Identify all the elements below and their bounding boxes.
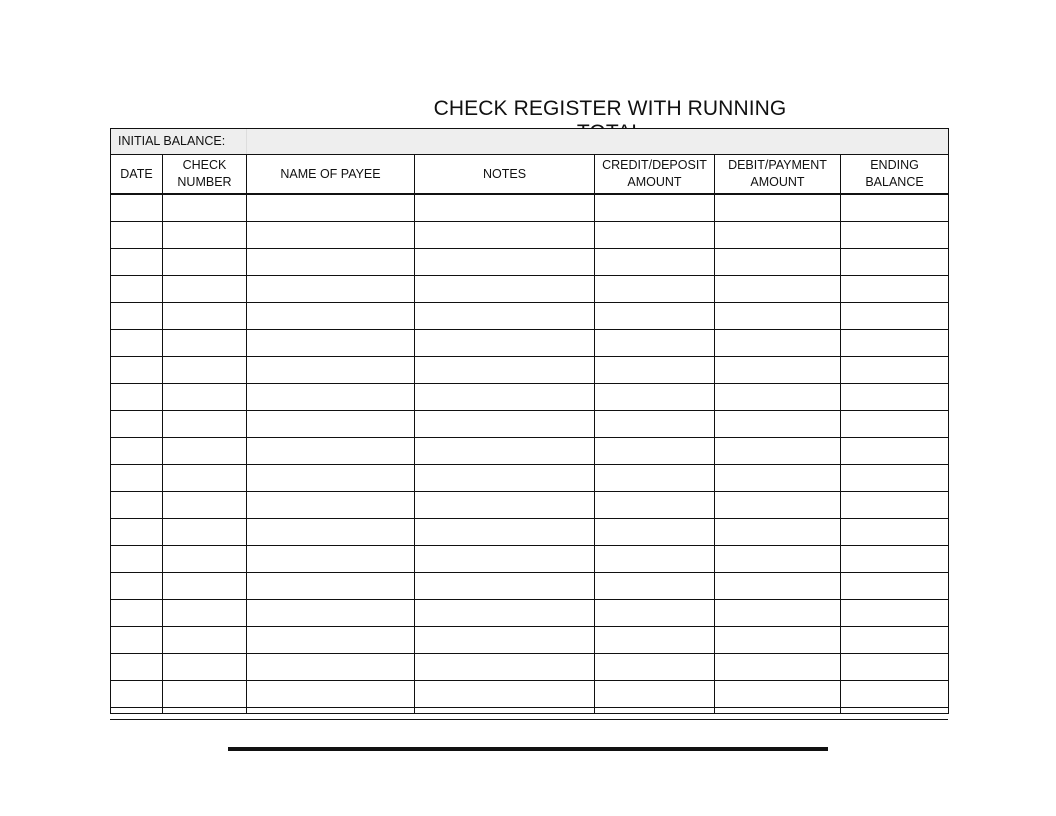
check-number-cell[interactable] [163,519,247,546]
initial-balance-row [111,129,949,155]
row-divider [110,719,948,720]
debit-cell[interactable] [715,600,841,627]
check-number-cell[interactable] [163,276,247,303]
date-cell[interactable] [111,194,163,222]
date-cell[interactable] [111,492,163,519]
date-cell[interactable] [111,411,163,438]
check-number-cell[interactable] [163,249,247,276]
debit-cell[interactable] [715,330,841,357]
notes-cell[interactable] [415,194,595,222]
check-number-cell[interactable] [163,411,247,438]
balance-cell[interactable] [841,627,949,654]
date-cell[interactable] [111,681,163,708]
payee-cell[interactable] [247,411,415,438]
debit-cell[interactable] [715,357,841,384]
check-number-cell[interactable] [163,194,247,222]
notes-cell[interactable] [415,681,595,708]
header-date: DATE [111,155,163,195]
balance-cell[interactable] [841,654,949,681]
payee-cell[interactable] [247,573,415,600]
balance-cell[interactable] [841,465,949,492]
payee-cell[interactable] [247,654,415,681]
notes-cell[interactable] [415,465,595,492]
header-ending-balance: ENDING BALANCE [841,155,949,195]
credit-cell[interactable] [595,438,715,465]
header-name-of-payee: NAME OF PAYEE [247,155,415,195]
payee-cell[interactable] [247,330,415,357]
table-row [111,303,949,330]
credit-cell[interactable] [595,357,715,384]
tail-cell [595,708,715,714]
credit-cell[interactable] [595,384,715,411]
payee-cell[interactable] [247,276,415,303]
notes-cell[interactable] [415,357,595,384]
tail-cell [841,708,949,714]
initial-balance-label: INITIAL BALANCE: [111,129,247,155]
tail-cell [163,708,247,714]
payee-cell[interactable] [247,357,415,384]
debit-cell[interactable] [715,573,841,600]
tail-cell [715,708,841,714]
header-check-number: CHECK NUMBER [163,155,247,195]
column-header-row [111,155,949,195]
bottom-rule [228,747,828,751]
date-cell[interactable] [111,465,163,492]
check-number-cell[interactable] [163,573,247,600]
table-row [111,492,949,519]
date-cell[interactable] [111,546,163,573]
balance-cell[interactable] [841,681,949,708]
check-number-cell[interactable] [163,357,247,384]
balance-cell[interactable] [841,222,949,249]
credit-cell[interactable] [595,303,715,330]
table-row [111,384,949,411]
table-row [111,627,949,654]
initial-balance-value[interactable] [247,129,949,155]
page-title: CHECK REGISTER WITH RUNNING [433,97,787,120]
balance-cell[interactable] [841,600,949,627]
credit-cell[interactable] [595,411,715,438]
debit-cell[interactable] [715,438,841,465]
check-number-cell[interactable] [163,303,247,330]
notes-cell[interactable] [415,276,595,303]
check-number-cell[interactable] [163,546,247,573]
check-number-cell[interactable] [163,330,247,357]
table-row [111,465,949,492]
payee-cell[interactable] [247,249,415,276]
credit-cell[interactable] [595,330,715,357]
date-cell[interactable] [111,330,163,357]
payee-cell[interactable] [247,465,415,492]
payee-cell[interactable] [247,627,415,654]
date-cell[interactable] [111,276,163,303]
notes-cell[interactable] [415,384,595,411]
date-cell[interactable] [111,654,163,681]
debit-cell[interactable] [715,627,841,654]
balance-cell[interactable] [841,276,949,303]
debit-cell[interactable] [715,194,841,222]
balance-cell[interactable] [841,330,949,357]
check-number-cell[interactable] [163,600,247,627]
debit-cell[interactable] [715,384,841,411]
table-row [111,546,949,573]
payee-cell[interactable] [247,222,415,249]
date-cell[interactable] [111,438,163,465]
date-cell[interactable] [111,519,163,546]
balance-cell[interactable] [841,492,949,519]
tail-cell [111,708,163,714]
notes-cell[interactable] [415,492,595,519]
tail-cell [415,708,595,714]
credit-cell[interactable] [595,681,715,708]
check-number-cell[interactable] [163,681,247,708]
notes-cell[interactable] [415,222,595,249]
credit-cell[interactable] [595,627,715,654]
credit-cell[interactable] [595,249,715,276]
table-row [111,654,949,681]
check-number-cell[interactable] [163,384,247,411]
balance-cell[interactable] [841,194,949,222]
check-number-cell[interactable] [163,438,247,465]
date-cell[interactable] [111,573,163,600]
date-cell[interactable] [111,627,163,654]
payee-cell[interactable] [247,492,415,519]
table-row [111,438,949,465]
credit-cell[interactable] [595,600,715,627]
credit-cell[interactable] [595,194,715,222]
check-number-cell[interactable] [163,654,247,681]
debit-cell[interactable] [715,492,841,519]
payee-cell[interactable] [247,438,415,465]
check-number-cell[interactable] [163,627,247,654]
payee-cell[interactable] [247,303,415,330]
notes-cell[interactable] [415,519,595,546]
credit-cell[interactable] [595,573,715,600]
date-cell[interactable] [111,222,163,249]
debit-cell[interactable] [715,654,841,681]
table-row [111,330,949,357]
credit-cell[interactable] [595,546,715,573]
header-debit-payment-amount: DEBIT/PAYMENT AMOUNT [715,155,841,195]
credit-cell[interactable] [595,222,715,249]
debit-cell[interactable] [715,465,841,492]
date-cell[interactable] [111,600,163,627]
debit-cell[interactable] [715,276,841,303]
notes-cell[interactable] [415,411,595,438]
debit-cell[interactable] [715,303,841,330]
balance-cell[interactable] [841,384,949,411]
check-number-cell[interactable] [163,492,247,519]
payee-cell[interactable] [247,681,415,708]
date-cell[interactable] [111,384,163,411]
date-cell[interactable] [111,249,163,276]
table-row [111,519,949,546]
table-row [111,411,949,438]
notes-cell[interactable] [415,303,595,330]
debit-cell[interactable] [715,519,841,546]
balance-cell[interactable] [841,573,949,600]
notes-cell[interactable] [415,249,595,276]
balance-cell[interactable] [841,438,949,465]
balance-cell[interactable] [841,519,949,546]
table-row [111,600,949,627]
balance-cell[interactable] [841,411,949,438]
balance-cell[interactable] [841,357,949,384]
notes-cell[interactable] [415,573,595,600]
table-row [111,357,949,384]
payee-cell[interactable] [247,384,415,411]
balance-cell[interactable] [841,303,949,330]
balance-cell[interactable] [841,546,949,573]
check-number-cell[interactable] [163,222,247,249]
header-credit-deposit-amount: CREDIT/DEPOSIT AMOUNT [595,155,715,195]
date-cell[interactable] [111,303,163,330]
check-number-cell[interactable] [163,465,247,492]
notes-cell[interactable] [415,546,595,573]
credit-cell[interactable] [595,519,715,546]
balance-cell[interactable] [841,249,949,276]
notes-cell[interactable] [415,438,595,465]
debit-cell[interactable] [715,546,841,573]
credit-cell[interactable] [595,654,715,681]
debit-cell[interactable] [715,411,841,438]
table-row [111,222,949,249]
credit-cell[interactable] [595,276,715,303]
payee-cell[interactable] [247,546,415,573]
table-row [111,573,949,600]
payee-cell[interactable] [247,600,415,627]
debit-cell[interactable] [715,681,841,708]
credit-cell[interactable] [595,492,715,519]
debit-cell[interactable] [715,222,841,249]
notes-cell[interactable] [415,600,595,627]
payee-cell[interactable] [247,519,415,546]
header-notes: NOTES [415,155,595,195]
date-cell[interactable] [111,357,163,384]
table-row [111,681,949,708]
notes-cell[interactable] [415,330,595,357]
credit-cell[interactable] [595,465,715,492]
notes-cell[interactable] [415,627,595,654]
table-row [111,276,949,303]
check-register-table [110,128,949,714]
table-row [111,194,949,222]
debit-cell[interactable] [715,249,841,276]
table-row [111,249,949,276]
tail-cell [247,708,415,714]
table-row-tail [111,708,949,714]
payee-cell[interactable] [247,194,415,222]
notes-cell[interactable] [415,654,595,681]
